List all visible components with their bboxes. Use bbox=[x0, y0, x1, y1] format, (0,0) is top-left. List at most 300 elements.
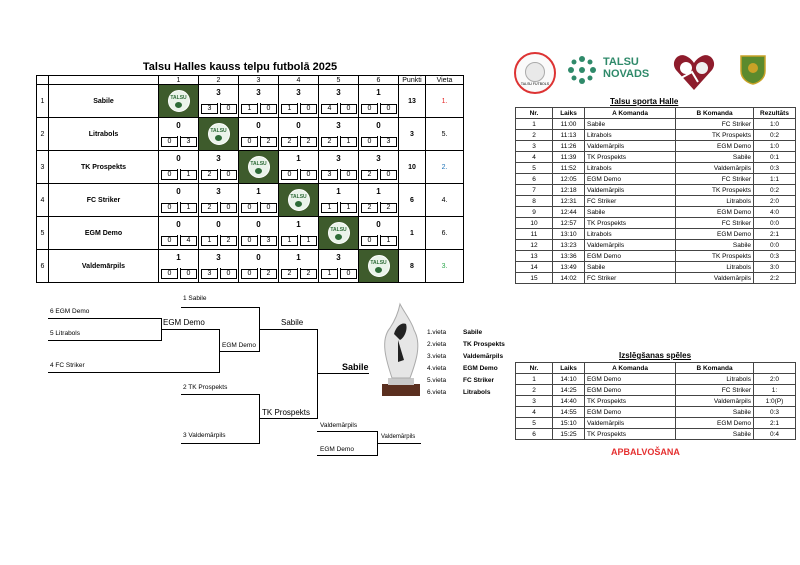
goals-for: 0 bbox=[161, 137, 178, 147]
table-cell: 4 bbox=[516, 407, 553, 418]
column-header: B Komanda bbox=[676, 363, 754, 374]
team-name: EGM Demo bbox=[49, 217, 159, 250]
table-cell: EGM Demo bbox=[585, 407, 676, 418]
talsu-novads-emblem-icon bbox=[566, 54, 598, 86]
match-points: 0 bbox=[176, 154, 181, 163]
match-points: 0 bbox=[376, 220, 381, 229]
col-header: 1 bbox=[159, 76, 199, 85]
talsu-futbols-caption: TALSU FUTBOLS bbox=[520, 82, 550, 86]
match-cell bbox=[159, 250, 199, 283]
goals-against: 0 bbox=[340, 104, 357, 114]
team-name: Valdemārpils bbox=[49, 250, 159, 283]
coat-of-arms-icon bbox=[740, 55, 766, 85]
goals-for: 0 bbox=[361, 236, 378, 246]
rank-label: 1.vieta bbox=[427, 329, 447, 336]
goals-against: 0 bbox=[380, 170, 397, 180]
table-cell: FC Striker bbox=[676, 218, 754, 229]
table-cell: FC Striker bbox=[676, 119, 754, 130]
match-points: 3 bbox=[216, 154, 221, 163]
match-points: 3 bbox=[216, 253, 221, 262]
team-number: 6 bbox=[37, 250, 49, 283]
match-cell bbox=[159, 184, 199, 217]
table-cell: 4:0 bbox=[754, 207, 796, 218]
match-cell bbox=[319, 118, 359, 151]
table-cell: 10 bbox=[516, 218, 553, 229]
bracket-line bbox=[317, 373, 369, 374]
match-points: 1 bbox=[296, 253, 301, 262]
table-cell: 0:3 bbox=[754, 251, 796, 262]
match-cell bbox=[359, 151, 399, 184]
table-row bbox=[516, 185, 796, 196]
schedule-header-row bbox=[516, 363, 796, 374]
goals-against: 1 bbox=[380, 236, 397, 246]
table-cell: Sabile bbox=[585, 262, 676, 273]
bracket-line bbox=[317, 329, 318, 419]
rank-team: Valdemārpils bbox=[463, 353, 504, 360]
match-points: 1 bbox=[376, 88, 381, 97]
match-points: 3 bbox=[296, 88, 301, 97]
match-points: 0 bbox=[176, 187, 181, 196]
match-points: 3 bbox=[216, 88, 221, 97]
team-name: Litrabols bbox=[49, 118, 159, 151]
table-cell: 12:44 bbox=[553, 207, 585, 218]
table-cell: 11:13 bbox=[553, 130, 585, 141]
table-cell: 0:0 bbox=[754, 218, 796, 229]
goals-for: 1 bbox=[201, 236, 218, 246]
self-cell-logo bbox=[319, 217, 359, 250]
table-cell: EGM Demo bbox=[585, 374, 676, 385]
table-cell: 1 bbox=[516, 119, 553, 130]
match-cell bbox=[319, 151, 359, 184]
table-cell: 1: bbox=[754, 385, 796, 396]
match-cell bbox=[279, 85, 319, 118]
table-cell: 0:1 bbox=[754, 152, 796, 163]
column-header bbox=[754, 363, 796, 374]
club-badge-icon: TALSU bbox=[328, 222, 350, 244]
table-cell: 0:3 bbox=[754, 163, 796, 174]
goals-for: 0 bbox=[241, 269, 258, 279]
table-cell: 13:23 bbox=[553, 240, 585, 251]
goals-against: 1 bbox=[340, 137, 357, 147]
bracket-line bbox=[259, 418, 317, 419]
bracket-line bbox=[48, 372, 219, 373]
rank-label: 5.vieta bbox=[427, 377, 447, 384]
schedule-header-row bbox=[516, 108, 796, 119]
bracket-winner: EGM Demo bbox=[222, 342, 256, 349]
goals-against: 0 bbox=[260, 203, 277, 213]
team-place: 2. bbox=[426, 151, 464, 184]
bracket-line bbox=[181, 443, 260, 444]
col-header: 3 bbox=[239, 76, 279, 85]
column-header: Nr. bbox=[516, 363, 553, 374]
bracket-line bbox=[259, 329, 317, 330]
goals-for: 1 bbox=[281, 236, 298, 246]
table-cell: 15:25 bbox=[553, 429, 585, 440]
table-cell: 13:10 bbox=[553, 229, 585, 240]
table-cell: 0:0 bbox=[754, 240, 796, 251]
table-cell: 0:2 bbox=[754, 185, 796, 196]
table-cell: EGM Demo bbox=[585, 251, 676, 262]
bracket-third-winner: Valdemārpils bbox=[381, 434, 416, 440]
match-points: 3 bbox=[336, 121, 341, 130]
table-cell: Sabile bbox=[676, 240, 754, 251]
col-header: 4 bbox=[279, 76, 319, 85]
column-header: Rezultāts bbox=[754, 108, 796, 119]
schedule-table bbox=[515, 107, 796, 284]
table-cell: 15:10 bbox=[553, 418, 585, 429]
goals-for: 3 bbox=[201, 104, 218, 114]
table-cell: 12:18 bbox=[553, 185, 585, 196]
rank-label: 2.vieta bbox=[427, 341, 447, 348]
rank-label: 3.vieta bbox=[427, 353, 447, 360]
team-place: 6. bbox=[426, 217, 464, 250]
table-cell: TK Prospekts bbox=[585, 429, 676, 440]
team-points: 3 bbox=[399, 118, 426, 151]
self-cell-logo bbox=[239, 151, 279, 184]
match-points: 0 bbox=[216, 220, 221, 229]
team-points: 8 bbox=[399, 250, 426, 283]
bracket-seed: 6 EGM Demo bbox=[50, 308, 90, 315]
match-points: 0 bbox=[376, 121, 381, 130]
goals-against: 0 bbox=[340, 269, 357, 279]
team-points: 13 bbox=[399, 85, 426, 118]
goals-against: 2 bbox=[300, 137, 317, 147]
table-cell: TK Prospekts bbox=[676, 185, 754, 196]
column-header: B Komanda bbox=[676, 108, 754, 119]
team-row bbox=[37, 151, 464, 184]
goals-for: 1 bbox=[321, 203, 338, 213]
self-cell-logo bbox=[359, 250, 399, 283]
team-number: 2 bbox=[37, 118, 49, 151]
table-cell: TK Prospekts bbox=[585, 152, 676, 163]
playoffs-title: Izslēgšanas spēles bbox=[619, 351, 692, 360]
bracket-line bbox=[259, 394, 260, 444]
table-cell: 12:31 bbox=[553, 196, 585, 207]
table-cell: 6 bbox=[516, 429, 553, 440]
trophy-icon bbox=[378, 300, 424, 398]
column-header: Laiks bbox=[553, 108, 585, 119]
goals-against: 2 bbox=[260, 137, 277, 147]
place-header: Vieta bbox=[426, 76, 464, 85]
goals-for: 1 bbox=[321, 269, 338, 279]
match-cell bbox=[159, 151, 199, 184]
goals-for: 0 bbox=[241, 236, 258, 246]
table-cell: Litrabols bbox=[676, 374, 754, 385]
column-header: Laiks bbox=[553, 363, 585, 374]
table-cell: 13 bbox=[516, 251, 553, 262]
table-cell: 0:4 bbox=[754, 429, 796, 440]
bracket-third-place: Valdemārpils bbox=[320, 422, 358, 429]
table-cell: 1:1 bbox=[754, 174, 796, 185]
club-badge-icon: TALSU bbox=[248, 156, 270, 178]
column-header: Nr. bbox=[516, 108, 553, 119]
bracket-seed: 2 TK Prospekts bbox=[183, 384, 228, 391]
rank-label: 6.vieta bbox=[427, 389, 447, 396]
standings-table bbox=[36, 75, 464, 283]
table-cell: 14:02 bbox=[553, 273, 585, 284]
schedule-title: Talsu sporta Halle bbox=[610, 97, 679, 106]
goals-for: 3 bbox=[321, 170, 338, 180]
table-cell: 6 bbox=[516, 174, 553, 185]
match-cell bbox=[279, 151, 319, 184]
col-header: 6 bbox=[359, 76, 399, 85]
goals-against: 0 bbox=[220, 104, 237, 114]
table-cell: 3 bbox=[516, 141, 553, 152]
team-points: 10 bbox=[399, 151, 426, 184]
goals-against: 2 bbox=[220, 236, 237, 246]
match-cell bbox=[199, 151, 239, 184]
table-cell: 14:25 bbox=[553, 385, 585, 396]
match-cell bbox=[199, 250, 239, 283]
bracket-seed: 1 Sabile bbox=[183, 295, 207, 302]
club-badge-icon: TALSU bbox=[288, 189, 310, 211]
match-points: 0 bbox=[256, 253, 261, 262]
match-cell bbox=[239, 184, 279, 217]
rank-label: 4.vieta bbox=[427, 365, 447, 372]
goals-against: 2 bbox=[300, 269, 317, 279]
table-cell: 2:1 bbox=[754, 418, 796, 429]
match-cell bbox=[359, 85, 399, 118]
bracket-line bbox=[181, 307, 260, 308]
match-cell bbox=[239, 217, 279, 250]
table-cell: Valdemārpils bbox=[585, 418, 676, 429]
goals-against: 1 bbox=[340, 203, 357, 213]
rank-team: FC Striker bbox=[463, 377, 495, 384]
goals-against: 3 bbox=[180, 137, 197, 147]
table-cell: 11:26 bbox=[553, 141, 585, 152]
table-cell: EGM Demo bbox=[676, 207, 754, 218]
goals-for: 0 bbox=[161, 203, 178, 213]
team-place: 3. bbox=[426, 250, 464, 283]
team-row bbox=[37, 85, 464, 118]
table-cell: 14:40 bbox=[553, 396, 585, 407]
table-cell: Valdemārpils bbox=[585, 141, 676, 152]
table-cell: Sabile bbox=[676, 429, 754, 440]
self-cell-logo bbox=[279, 184, 319, 217]
match-points: 0 bbox=[176, 121, 181, 130]
bracket-line bbox=[161, 329, 219, 330]
bracket-line bbox=[317, 431, 377, 432]
goals-against: 0 bbox=[220, 203, 237, 213]
bracket-winner: EGM Demo bbox=[163, 318, 205, 327]
goals-against: 3 bbox=[380, 137, 397, 147]
table-cell: EGM Demo bbox=[676, 418, 754, 429]
match-cell bbox=[319, 250, 359, 283]
goals-against: 3 bbox=[260, 236, 277, 246]
table-row bbox=[516, 218, 796, 229]
rank-team: TK Prospekts bbox=[463, 341, 505, 348]
team-row bbox=[37, 184, 464, 217]
goals-against: 0 bbox=[300, 104, 317, 114]
match-points: 1 bbox=[176, 253, 181, 262]
table-cell: 2:0 bbox=[754, 196, 796, 207]
team-place: 1. bbox=[426, 85, 464, 118]
match-cell bbox=[199, 217, 239, 250]
goals-for: 0 bbox=[161, 269, 178, 279]
team-number: 5 bbox=[37, 217, 49, 250]
rank-team: Litrabols bbox=[463, 389, 491, 396]
goals-for: 2 bbox=[201, 170, 218, 180]
table-row bbox=[516, 262, 796, 273]
match-cell bbox=[359, 184, 399, 217]
club-badge-icon: TALSU bbox=[208, 123, 230, 145]
table-cell: 2:1 bbox=[754, 229, 796, 240]
table-cell: Litrabols bbox=[676, 262, 754, 273]
table-cell: 4 bbox=[516, 152, 553, 163]
team-row bbox=[37, 250, 464, 283]
match-points: 3 bbox=[256, 88, 261, 97]
bracket-line bbox=[181, 394, 260, 395]
match-cell bbox=[159, 217, 199, 250]
match-cell bbox=[199, 184, 239, 217]
table-cell: TK Prospekts bbox=[676, 130, 754, 141]
bracket-seed: 4 FC Striker bbox=[50, 362, 85, 369]
match-cell bbox=[239, 250, 279, 283]
column-header: A Komanda bbox=[585, 108, 676, 119]
table-cell: 3 bbox=[516, 396, 553, 407]
goals-against: 0 bbox=[260, 104, 277, 114]
table-cell: 11 bbox=[516, 229, 553, 240]
table-row bbox=[516, 429, 796, 440]
table-cell: TK Prospekts bbox=[676, 251, 754, 262]
column-header: A Komanda bbox=[585, 363, 676, 374]
team-points: 1 bbox=[399, 217, 426, 250]
match-cell bbox=[279, 217, 319, 250]
table-cell: 2:0 bbox=[754, 374, 796, 385]
match-points: 0 bbox=[296, 121, 301, 130]
table-cell: Litrabols bbox=[676, 196, 754, 207]
bracket-line bbox=[377, 443, 421, 444]
match-points: 1 bbox=[296, 154, 301, 163]
table-row bbox=[516, 396, 796, 407]
table-cell: 2:2 bbox=[754, 273, 796, 284]
bracket-third-place: EGM Demo bbox=[320, 446, 354, 453]
match-points: 0 bbox=[256, 220, 261, 229]
team-number: 3 bbox=[37, 151, 49, 184]
table-cell: EGM Demo bbox=[585, 385, 676, 396]
match-points: 1 bbox=[256, 187, 261, 196]
goals-for: 0 bbox=[161, 170, 178, 180]
table-row bbox=[516, 385, 796, 396]
table-row bbox=[516, 229, 796, 240]
goals-against: 0 bbox=[220, 170, 237, 180]
team-row bbox=[37, 118, 464, 151]
table-row bbox=[516, 418, 796, 429]
table-row bbox=[516, 207, 796, 218]
table-cell: 1:0 bbox=[754, 119, 796, 130]
table-cell: 14 bbox=[516, 262, 553, 273]
goals-for: 0 bbox=[161, 236, 178, 246]
bracket-seed: 3 Valdemārpils bbox=[183, 432, 226, 439]
goals-for: 1 bbox=[241, 104, 258, 114]
rank-team: EGM Demo bbox=[463, 365, 498, 372]
table-cell: TK Prospekts bbox=[585, 396, 676, 407]
table-cell: Valdemārpils bbox=[676, 273, 754, 284]
table-cell: 1:0 bbox=[754, 141, 796, 152]
goals-for: 2 bbox=[201, 203, 218, 213]
table-cell: Valdemārpils bbox=[585, 240, 676, 251]
table-cell: 14:55 bbox=[553, 407, 585, 418]
goals-for: 2 bbox=[361, 203, 378, 213]
table-cell: EGM Demo bbox=[585, 174, 676, 185]
table-cell: Sabile bbox=[585, 207, 676, 218]
table-row bbox=[516, 119, 796, 130]
match-cell bbox=[359, 217, 399, 250]
table-cell: Valdemārpils bbox=[676, 396, 754, 407]
award-label: APBALVOŠANA bbox=[611, 447, 680, 457]
match-points: 3 bbox=[336, 88, 341, 97]
goals-for: 0 bbox=[281, 170, 298, 180]
goals-against: 1 bbox=[180, 170, 197, 180]
table-cell: 13:36 bbox=[553, 251, 585, 262]
match-points: 3 bbox=[376, 154, 381, 163]
table-cell: 8 bbox=[516, 196, 553, 207]
table-row bbox=[516, 251, 796, 262]
team-name: FC Striker bbox=[49, 184, 159, 217]
team-name: Sabile bbox=[49, 85, 159, 118]
goals-for: 2 bbox=[321, 137, 338, 147]
match-points: 1 bbox=[296, 220, 301, 229]
table-cell: 15 bbox=[516, 273, 553, 284]
match-cell bbox=[359, 118, 399, 151]
table-cell: 3:0 bbox=[754, 262, 796, 273]
goals-for: 2 bbox=[361, 170, 378, 180]
page-title: Talsu Halles kauss telpu futbolā 2025 bbox=[142, 61, 338, 73]
goals-for: 0 bbox=[361, 104, 378, 114]
match-points: 0 bbox=[256, 121, 261, 130]
table-cell: 2 bbox=[516, 130, 553, 141]
standings-header bbox=[37, 76, 464, 85]
team-place: 5. bbox=[426, 118, 464, 151]
goals-for: 2 bbox=[281, 269, 298, 279]
table-cell: Litrabols bbox=[585, 229, 676, 240]
goals-against: 2 bbox=[380, 203, 397, 213]
table-cell: 5 bbox=[516, 418, 553, 429]
goals-for: 3 bbox=[201, 269, 218, 279]
sports-heart-logo bbox=[672, 52, 716, 92]
bracket-line bbox=[48, 340, 161, 341]
table-row bbox=[516, 196, 796, 207]
table-cell: FC Striker bbox=[676, 174, 754, 185]
table-row bbox=[516, 174, 796, 185]
table-row bbox=[516, 240, 796, 251]
bracket-line bbox=[48, 318, 161, 319]
rank-team: Sabile bbox=[463, 329, 483, 336]
goals-against: 4 bbox=[180, 236, 197, 246]
bracket-winner: TK Prospekts bbox=[262, 408, 311, 417]
match-points: 3 bbox=[216, 187, 221, 196]
table-cell: 0:2 bbox=[754, 130, 796, 141]
self-cell-logo bbox=[159, 85, 199, 118]
goals-against: 2 bbox=[260, 269, 277, 279]
match-cell bbox=[159, 118, 199, 151]
table-cell: Sabile bbox=[676, 152, 754, 163]
match-cell bbox=[279, 118, 319, 151]
goals-for: 0 bbox=[241, 203, 258, 213]
points-header: Punkti bbox=[399, 76, 426, 85]
table-cell: 11:39 bbox=[553, 152, 585, 163]
team-row bbox=[37, 217, 464, 250]
goals-for: 2 bbox=[281, 137, 298, 147]
table-cell: 14:10 bbox=[553, 374, 585, 385]
bracket-champion: Sabile bbox=[342, 362, 369, 372]
table-cell: Litrabols bbox=[585, 163, 676, 174]
table-row bbox=[516, 273, 796, 284]
talsu-futbols-logo bbox=[514, 52, 556, 94]
table-cell: FC Striker bbox=[585, 273, 676, 284]
goals-against: 0 bbox=[220, 269, 237, 279]
table-cell: 1 bbox=[516, 374, 553, 385]
